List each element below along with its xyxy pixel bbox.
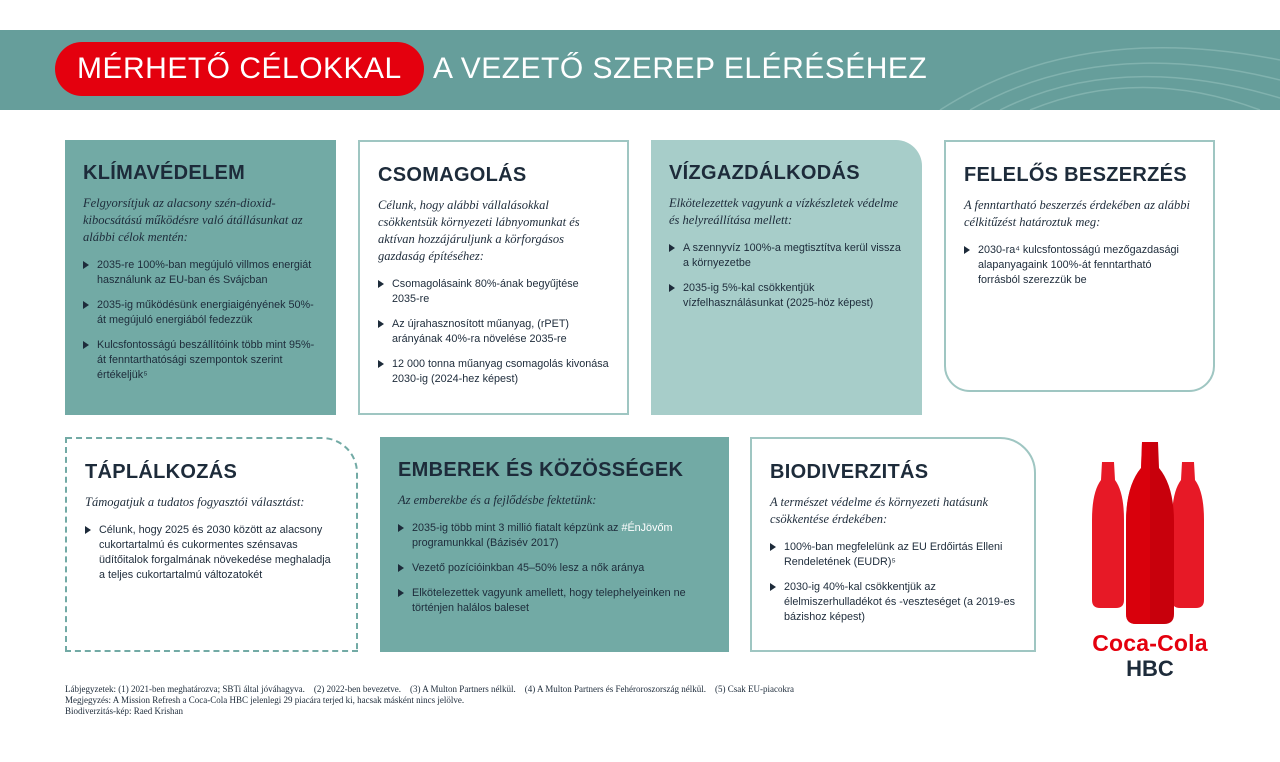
bullet-arrow-icon <box>378 280 384 288</box>
goal-list <box>85 523 338 583</box>
coca-cola-hbc-logo <box>1080 440 1220 680</box>
card-sourcing <box>944 140 1215 392</box>
card-title: CSOMAGOLÁS <box>378 164 527 186</box>
bullet-arrow-icon <box>398 564 404 572</box>
wave-decoration <box>920 30 1280 110</box>
goal-list <box>669 241 904 311</box>
card-intro: A természet védelme és környezeti hatásunk csökkentése érdekében: <box>770 495 989 526</box>
bullet-arrow-icon <box>378 320 384 328</box>
goal-list <box>83 258 318 383</box>
card-title: VÍZGAZDÁLKODÁS <box>669 162 860 184</box>
card-title: BIODIVERZITÁS <box>770 461 929 483</box>
headline-title: A VEZETŐ SZEREP ELÉRÉSÉHEZ <box>433 52 928 85</box>
card-people <box>380 437 729 652</box>
goal-list <box>964 243 1195 288</box>
goal-item: 2030-ig 40%-kal csökkentjük az élelmiszerhulladékot és -veszteséget (a 2019-es bázishoz képest) <box>770 580 1016 625</box>
footnote-line: Biodiverzitás-kép: Raed Krishan <box>65 706 183 716</box>
goal-item: A szennyvíz 100%-a megtisztítva kerül vissza a környezetbe <box>669 241 904 271</box>
goal-item: 12 000 tonna műanyag csomagolás kivonása 2030-ig (2024-hez képest) <box>378 357 609 387</box>
card-packaging <box>358 140 629 415</box>
card-title: KLÍMAVÉDELEM <box>83 162 246 184</box>
footnotes <box>65 684 1245 717</box>
goal-list <box>398 521 711 616</box>
card-intro: Célunk, hogy alábbi vállalásokkal csökkentsük környezeti lábnyomunkat és aktívan hozzájáruljunk a körforgásos gazdaság építéséhez: <box>378 198 580 263</box>
bullet-arrow-icon <box>669 284 675 292</box>
card-intro: Elkötelezettek vagyunk a vízkészletek védelme és helyreállítása mellett: <box>669 196 899 227</box>
bullet-arrow-icon <box>398 589 404 597</box>
goal-item: 2035-ig működésünk energiaigényének 50%-át megújuló energiából fedezzük <box>83 298 318 328</box>
card-nutrition <box>65 437 358 652</box>
bullet-arrow-icon <box>83 341 89 349</box>
bullet-arrow-icon <box>669 244 675 252</box>
goal-item: Vezető pozícióinkban 45–50% lesz a nők aránya <box>398 561 711 576</box>
goal-list <box>770 540 1016 625</box>
goal-list <box>378 277 609 387</box>
card-intro: Az emberekbe és a fejlődésbe fektetünk: <box>398 493 597 507</box>
goal-item: Az újrahasznosított műanyag, (rPET) arányának 40%-ra növelése 2035-re <box>378 317 609 347</box>
goal-item: Csomagolásaink 80%-ának begyűjtése 2035-re <box>378 277 609 307</box>
goal-item: Célunk, hogy 2025 és 2030 között az alacsony cukortartalmú és cukormentes szénsavas üdítőitalok forgalmának növekedése meghaladja a teljes cukortartalmú változatokét <box>85 523 338 583</box>
card-title: FELELŐS BESZERZÉS <box>964 164 1187 186</box>
goal-item: 2035-ig 5%-kal csökkentjük vízfelhasználásunkat (2025-höz képest) <box>669 281 904 311</box>
card-intro: Támogatjuk a tudatos fogyasztói választást: <box>85 495 305 509</box>
goal-item: Elkötelezettek vagyunk amellett, hogy telephelyeinken ne történjen halálos baleset <box>398 586 711 616</box>
logo-hbc: HBC <box>1126 656 1174 681</box>
bullet-arrow-icon <box>378 360 384 368</box>
footnote-line: Megjegyzés: A Mission Refresh a Coca-Cola HBC jelenlegi 29 piacára terjed ki, hacsak másként nincs jelölve. <box>65 695 465 705</box>
header-banner <box>0 30 1280 110</box>
card-title: TÁPLÁLKOZÁS <box>85 461 238 483</box>
card-intro: Felgyorsítjuk az alacsony szén-dioxid-kibocsátású működésre való átállásunkat az alábbi célok mentén: <box>83 196 303 244</box>
footnote-line: Lábjegyzetek: (1) 2021-ben meghatározva; SBTi által jóváhagyva. (2) 2022-ben bevezetve. (3) A Multon Partners nélkül. (4) A Multon Partners és Fehéroroszország nélkül. (5) Csak EU-piacokra <box>65 684 794 694</box>
bullet-arrow-icon <box>83 261 89 269</box>
goal-item: Kulcsfontosságú beszállítóink több mint 95%-át fenntarthatósági szempontok szerint értékeljük⁵ <box>83 338 318 383</box>
hashtag: #ÉnJövőm <box>621 522 673 534</box>
headline-pill: MÉRHETŐ CÉLOKKAL <box>55 42 424 96</box>
goal-item: 100%-ban megfelelünk az EU Erdőirtás Elleni Rendeletének (EUDR)⁵ <box>770 540 1016 570</box>
card-title: EMBEREK ÉS KÖZÖSSÉGEK <box>398 459 684 481</box>
card-biodiversity <box>750 437 1036 652</box>
goal-item: 2030-ra⁴ kulcsfontosságú mezőgazdasági alapanyagaink 100%-át fenntartható forrásból szerezzük be <box>964 243 1195 288</box>
card-water <box>651 140 922 415</box>
goal-item: 2035-ig több mint 3 millió fiatalt képzünk az #ÉnJövőm programunkkal (Bázisév 2017) <box>398 521 711 551</box>
bullet-arrow-icon <box>770 583 776 591</box>
bullet-arrow-icon <box>85 526 91 534</box>
card-climate <box>65 140 336 415</box>
bullet-arrow-icon <box>770 543 776 551</box>
bottles-icon <box>1080 440 1220 630</box>
card-intro: A fenntartható beszerzés érdekében az alábbi célkitűzést határoztuk meg: <box>964 198 1191 229</box>
logo-wordmark: Coca-Cola <box>1092 630 1208 656</box>
bullet-arrow-icon <box>83 301 89 309</box>
goal-item: 2035-re 100%-ban megújuló villmos energiát használunk az EU-ban és Svájcban <box>83 258 318 288</box>
bullet-arrow-icon <box>398 524 404 532</box>
bullet-arrow-icon <box>964 246 970 254</box>
